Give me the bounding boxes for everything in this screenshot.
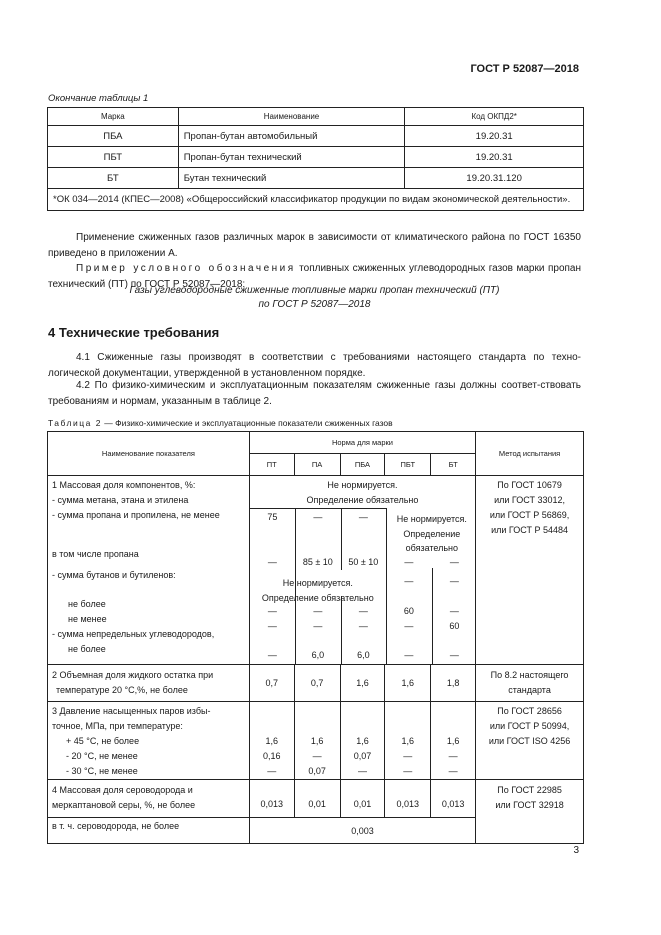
cell-value: —	[449, 606, 459, 616]
table2-caption	[48, 418, 393, 428]
cell-value: 1,6	[356, 736, 369, 746]
row1-label: 1 Массовая доля компонентов, %:	[52, 480, 196, 490]
cell-value: —	[403, 751, 413, 761]
row3-label	[48, 702, 250, 780]
row2-method	[476, 665, 584, 702]
cell-value: 1,6	[446, 736, 460, 746]
not-normed-text: Определение обязательно	[306, 495, 419, 505]
grade-pa: ПА	[294, 454, 340, 476]
row3-method	[476, 702, 584, 780]
cell-value: 0,013	[385, 780, 431, 818]
cell-value: —	[449, 650, 459, 660]
row1-sub-unsat: - сумма непредельных углеводородов,	[52, 629, 215, 639]
table2-col-method: Метод испытания	[476, 432, 584, 476]
cell-value: —	[313, 512, 323, 522]
cell-value: —	[267, 766, 277, 776]
row3-col-pba	[340, 702, 385, 780]
cell-value: 0,01	[294, 780, 340, 818]
table2-caption-text: — Физико-химические и эксплуатационные показатели сжиженных газов	[101, 418, 393, 428]
cell-value: —	[448, 766, 458, 776]
table2-row-4	[48, 780, 584, 818]
cell-value: —	[449, 576, 459, 586]
cell-value: —	[403, 766, 413, 776]
not-normed-text: Не нормируется.	[396, 514, 467, 524]
paragraph-text: топливных сжиженных углеводородных газов марки пропан технический (ПТ) по ГОСТ Р 52087—2018:	[48, 263, 582, 290]
cell-value: —	[358, 621, 368, 631]
row3-col-bt	[431, 702, 476, 780]
cell-value: —	[404, 650, 414, 660]
spaced-term: Пример условного обозначения	[76, 263, 296, 274]
table1-col-grade: Марка	[48, 108, 179, 126]
page-number: 3	[573, 845, 579, 856]
method-text: или ГОСТ 33012,	[494, 495, 565, 505]
row3-col-pa	[294, 702, 340, 780]
grade-pba: ПБА	[340, 454, 385, 476]
cell-value: 1,6	[385, 665, 431, 702]
row2-label-line: температуре 20 °С,%, не более	[56, 685, 188, 695]
cell-value: —	[267, 650, 277, 660]
cell-value: —	[357, 766, 367, 776]
cell-value: 1,8	[431, 665, 476, 702]
row4-label-line: 4 Массовая доля сероводорода и	[52, 785, 193, 795]
row4-method	[476, 780, 584, 844]
cell-value: 0,7	[249, 665, 294, 702]
table-cell: 19.20.31	[405, 147, 584, 168]
not-normed-3	[250, 576, 386, 606]
row3-col-pbt	[385, 702, 431, 780]
method-text: или ГОСТ Р 50994,	[489, 721, 570, 731]
table-row	[48, 147, 584, 168]
row1-sub-max: не более	[68, 599, 106, 609]
row1-sub-propane-sum: - сумма пропана и пропилена, не менее	[52, 510, 220, 520]
table1-col-name: Наименование	[178, 108, 405, 126]
table2-header-row	[48, 432, 584, 454]
table-cell: 19.20.31	[405, 126, 584, 147]
paragraph-4-1: 4.1 Сжиженные газы производят в соответствии с требованиями настоящего стандарта по техно-логической документации, утвержденной в установленном порядке.	[48, 352, 581, 379]
document-header: ГОСТ Р 52087—2018	[470, 63, 579, 75]
method-text: или ГОСТ 32918	[495, 800, 564, 810]
table-cell: Пропан-бутан технический	[178, 147, 405, 168]
row1-values	[249, 476, 475, 665]
row3-temp-45: + 45 °С, не более	[66, 736, 140, 746]
table-cell: Пропан-бутан автомобильный	[178, 126, 405, 147]
cell-value: —	[449, 557, 459, 567]
row3-label-line: точное, МПа, при температуре:	[52, 721, 183, 731]
cell-value: —	[358, 606, 368, 616]
table2-row-1	[48, 476, 584, 665]
cell-value: 1,6	[265, 736, 279, 746]
cell-value: 0,013	[249, 780, 294, 818]
row3-label-line: 3 Давление насыщенных паров избы-	[52, 706, 211, 716]
row4-sub-value: 0,003	[249, 818, 475, 844]
table2-row-2	[48, 665, 584, 702]
paragraph-climate: Применение сжиженных газов различных марок в зависимости от климатического района по ГОСТ 16350 приведено в приложении А.	[48, 232, 581, 259]
paragraph-4-2: 4.2 По физико-химическим и эксплуатационным показателям сжиженные газы должны соответ-ствовать требованиям и нормам, указанным в таблице 2.	[48, 380, 581, 407]
cell-value: 6,0	[357, 650, 370, 660]
table2-row-3	[48, 702, 584, 780]
example-line-2: по ГОСТ Р 52087—2018	[258, 299, 371, 310]
method-text: По 8.2 настоящего	[490, 670, 569, 680]
method-text: стандарта	[508, 685, 551, 695]
section-title: 4 Технические требования	[48, 325, 220, 340]
row1-sub-methane: - сумма метана, этана и этилена	[52, 495, 189, 505]
table2-col-name: Наименование показателя	[48, 432, 250, 476]
cell-value: 50 ± 10	[348, 557, 379, 567]
not-normed-text: Не нормируется.	[327, 480, 398, 490]
table1-header-row	[48, 108, 584, 126]
table1-col-code: Код ОКПД2*	[405, 108, 584, 126]
row2-label-line: 2 Объемная доля жидкого остатка при	[52, 670, 214, 680]
cell-value: —	[313, 606, 323, 616]
table-cell: Бутан технический	[178, 168, 405, 189]
cell-value: —	[404, 557, 414, 567]
cell-value: 0,07	[308, 766, 326, 776]
cell-value: —	[312, 751, 322, 761]
table2	[47, 431, 584, 844]
cell-value: —	[267, 557, 277, 567]
method-text: или ГОСТ ISO 4256	[488, 736, 571, 746]
table1	[47, 107, 584, 211]
table2-col-norm: Норма для марки	[249, 432, 475, 454]
grade-pt: ПТ	[249, 454, 294, 476]
cell-value: —	[358, 512, 368, 522]
row1-method	[476, 476, 584, 665]
table-cell: ПБТ	[48, 147, 179, 168]
cell-value: 0,16	[263, 751, 281, 761]
row1-sub-propane: в том числе пропана	[52, 549, 139, 559]
table-cell: БТ	[48, 168, 179, 189]
cell-value: 0,01	[340, 780, 385, 818]
grade-bt: БТ	[431, 454, 476, 476]
not-normed-2: Не нормируется. Определение обязательно	[386, 512, 478, 555]
cell-value: —	[404, 576, 414, 586]
cell-value: 1,6	[340, 665, 385, 702]
method-text: или ГОСТ Р 54484	[491, 525, 568, 535]
row3-temp-20: - 20 °С, не менее	[66, 751, 138, 761]
row3-col-pt	[249, 702, 294, 780]
not-normed-text: обязательно	[405, 543, 459, 553]
cell-value: 1,6	[401, 736, 415, 746]
row4-label	[48, 780, 250, 818]
table1-caption: Окончание таблицы 1	[48, 93, 149, 104]
row2-label	[48, 665, 250, 702]
method-text: По ГОСТ 28656	[497, 706, 562, 716]
cell-value: 0,07	[353, 751, 372, 761]
cell-value: —	[404, 621, 414, 631]
method-text: или ГОСТ Р 56869,	[489, 510, 570, 520]
table-row	[48, 168, 584, 189]
cell-value: 60	[449, 621, 460, 631]
row3-temp-30: - 30 °С, не менее	[66, 766, 138, 776]
table-row	[48, 126, 584, 147]
grade-pbt: ПБТ	[385, 454, 431, 476]
cell-value: 75	[267, 512, 278, 522]
row4-sub-label: в т. ч. сероводорода, не более	[48, 818, 250, 844]
cell-value: 85 ± 10	[302, 557, 333, 567]
not-normed-1	[250, 478, 475, 508]
table1-footnote-row	[48, 189, 584, 211]
method-text: По ГОСТ 10679	[497, 480, 562, 490]
row1-sub-min: не менее	[68, 614, 107, 624]
row1-labels	[48, 476, 250, 665]
row1-sub-unsat-max: не более	[68, 644, 106, 654]
not-normed-text: Определение обязательно	[261, 593, 374, 603]
cell-value: 0,7	[294, 665, 340, 702]
row1-sub-butane: - сумма бутанов и бутиленов:	[52, 570, 176, 580]
cell-value: 60	[403, 606, 414, 616]
cell-value: —	[267, 606, 277, 616]
table-cell: ПБА	[48, 126, 179, 147]
cell-value: 0,013	[431, 780, 476, 818]
example-line-1: Газы углеводородные сжиженные топливные марки пропан технический (ПТ)	[129, 285, 500, 296]
table2-caption-label: Таблица 2	[48, 418, 102, 428]
cell-value: —	[313, 621, 323, 631]
not-normed-text: Не нормируется.	[282, 578, 353, 588]
table-cell: 19.20.31.120	[405, 168, 584, 189]
method-text: По ГОСТ 22985	[497, 785, 562, 795]
cell-value: 6,0	[311, 650, 325, 660]
cell-value: —	[267, 621, 277, 631]
table1-footnote: *ОК 034—2014 (КПЕС—2008) «Общероссийский классификатор продукции по видам экономической деятельности».	[48, 189, 584, 211]
row4-label-line: меркаптановой серы, %, не более	[52, 800, 196, 810]
cell-value: —	[448, 751, 458, 761]
cell-value: 1,6	[310, 736, 324, 746]
